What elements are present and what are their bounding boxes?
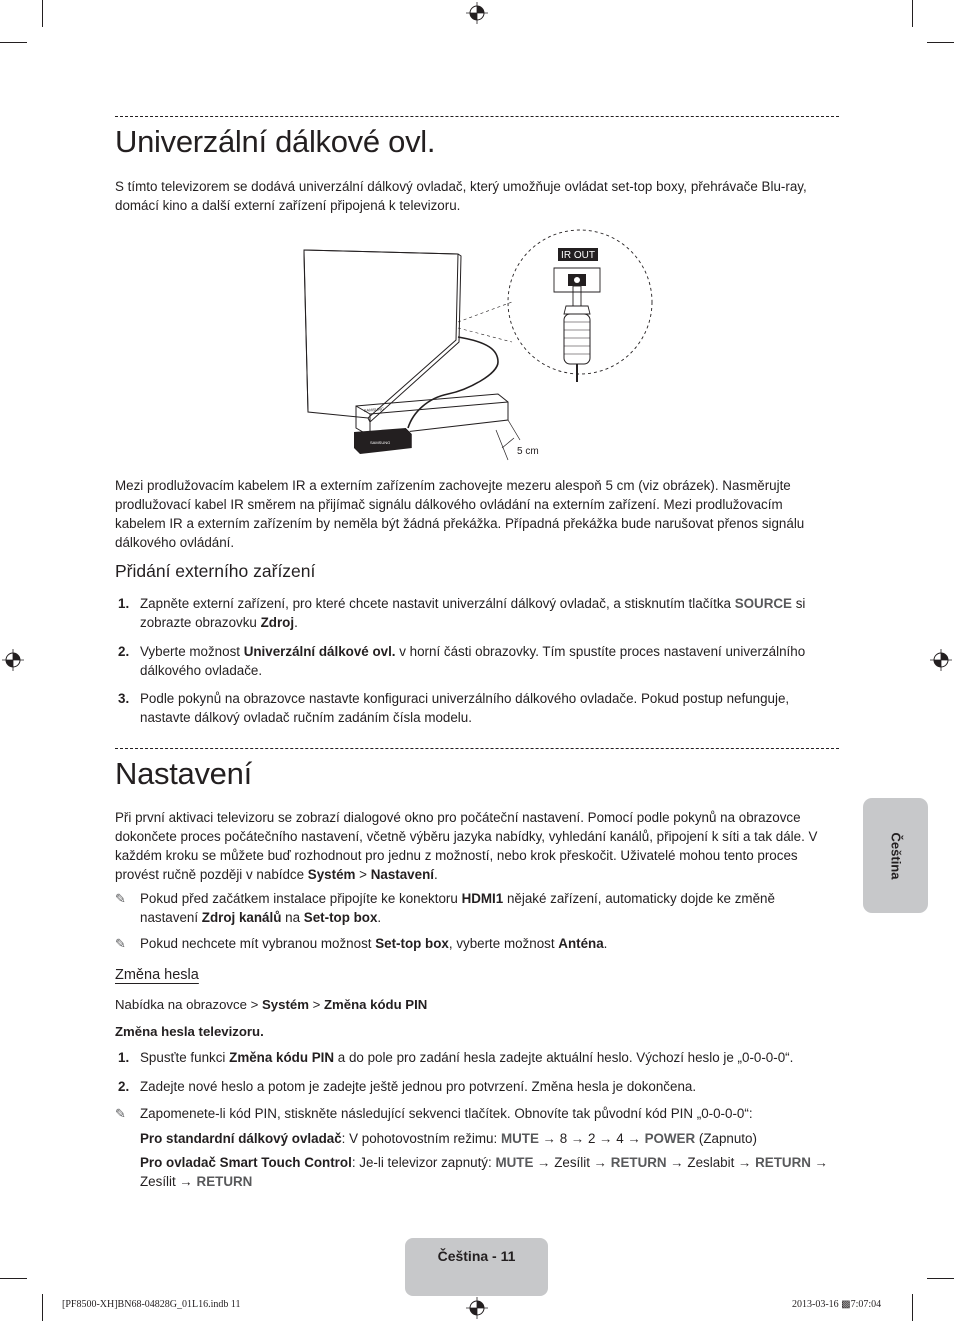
change-password-heading: Změna hesla: [115, 967, 199, 983]
page-number-tab: Čeština - 11: [405, 1238, 548, 1296]
note-pencil-icon: ✎: [115, 936, 126, 951]
crop-mark: [912, 0, 913, 27]
print-footer-date: 2013-03-16 ▩7:07:04: [792, 1299, 882, 1310]
registration-mark-icon: [2, 649, 24, 671]
add-device-heading: Přidání externího zařízení: [115, 561, 316, 581]
smart-remote-sequence: Pro ovladač Smart Touch Control: Je-li televizor zapnutý: MUTE → Zesílit → RETURN → Zeslabit → RETURN → Zesílit → RETURN: [140, 1155, 829, 1189]
crop-mark: [927, 42, 954, 43]
crop-mark: [912, 1294, 913, 1321]
ir-extender-illustration: [298, 222, 658, 462]
setup-paragraph: Při první aktivaci televizoru se zobrazí dialogové okno pro počáteční nastavení. Pomocí podle pokynů na obrazovce dokončete proces počátečního nastavení, včetně výběru jazyka nabídky, vyhledání kanálů, připojení k síti a tak dále. V každém kroku se můžete buď rozhodnout pro jednu z možností, nebo krok přeskočit. Uživatelé mohou tento proces provést ručně později v nabídce Systém > Nastavení.: [115, 810, 818, 882]
ir-paragraph: Mezi prodlužovacím kabelem IR a externím zařízením zachovejte mezeru alespoň 5 cm (viz obrázek). Nasměrujte prodlužovací kabel IR směrem na přijímač signálu dálkového ovládání na externím zařízení. Mezi prodlužovacím kabelem IR a externím zařízením by neměla být žádná překážka. Případná překážka bude narušovat přenos signálu dálkového ovládání.: [115, 478, 805, 550]
ir-out-label: IR OUT: [561, 250, 595, 261]
section-title: Nastavení: [115, 756, 252, 791]
registration-mark-icon: [466, 2, 488, 24]
crop-mark: [0, 1278, 27, 1279]
crop-mark: [927, 1278, 954, 1279]
section-divider: [115, 748, 839, 749]
language-side-tab: Čeština: [863, 798, 928, 913]
registration-mark-icon: [466, 1297, 488, 1319]
menu-path: Nabídka na obrazovce > Systém > Změna kódu PIN: [115, 997, 428, 1012]
crop-mark: [0, 42, 27, 43]
crop-mark: [42, 0, 43, 27]
section-divider: [115, 116, 839, 117]
registration-mark-icon: [930, 649, 952, 671]
print-footer-file: [PF8500-XH]BN68-04828G_01L16.indb 11: [62, 1299, 241, 1310]
password-description: Změna hesla televizoru.: [115, 1024, 264, 1039]
note-pencil-icon: ✎: [115, 891, 126, 906]
note-pencil-icon: ✎: [115, 1106, 126, 1121]
distance-label: 5 cm: [517, 446, 539, 457]
set-top-brand: SAMSUNG: [363, 406, 385, 413]
crop-mark: [42, 1294, 43, 1321]
standard-remote-sequence: Pro standardní dálkový ovladač: V pohotovostním režimu: MUTE → 8 → 2 → 4 → POWER (Zapnuto): [140, 1131, 757, 1146]
intro-paragraph: S tímto televizorem se dodává univerzální dálkový ovladač, který umožňuje ovládat set-top boxy, přehrávače Blu-ray, domácí kino a další externí zařízení připojená k televizoru.: [115, 179, 807, 213]
extender-brand: SAMSUNG: [370, 440, 391, 445]
section-title: Univerzální dálkové ovl.: [115, 124, 436, 159]
